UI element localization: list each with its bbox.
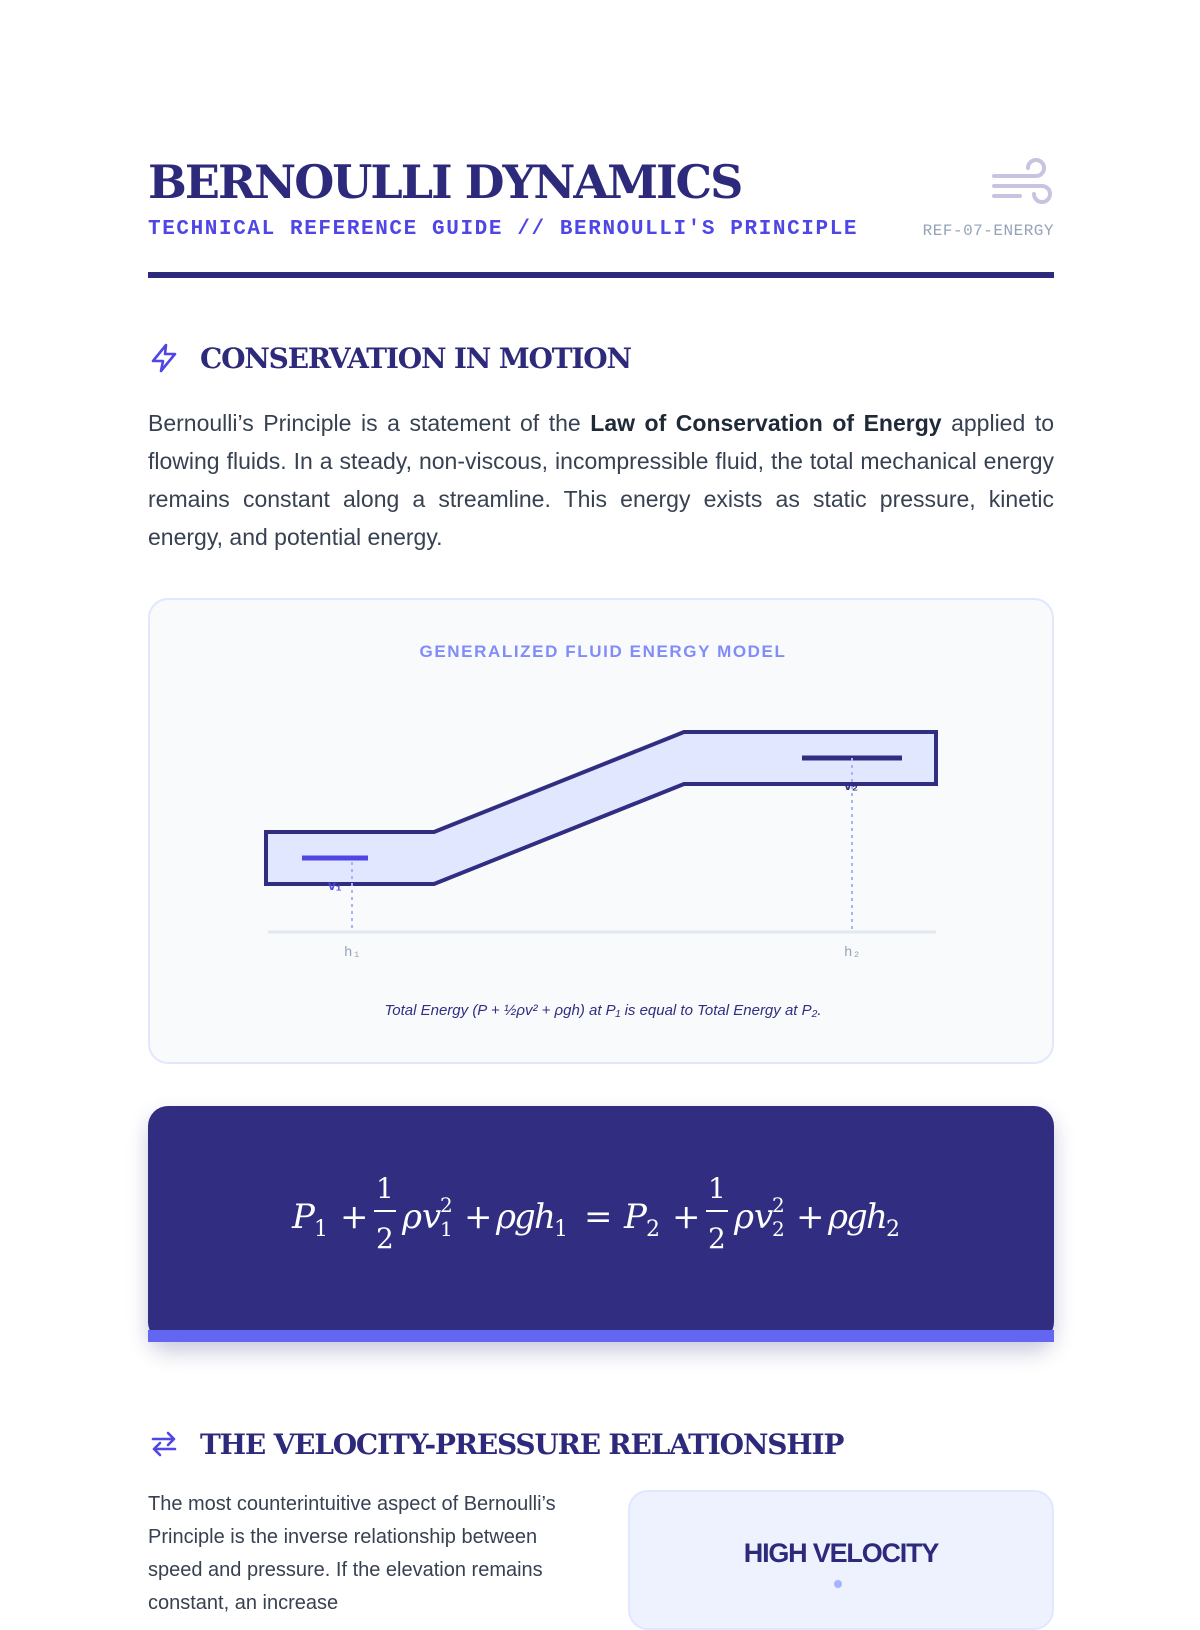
velocity-pressure-paragraph: The most counterintuitive aspect of Bernoulli’s Principle is the inverse relationship between speed and pressure. If the elevation remains constant, an increase [148,1493,556,1614]
equation-accent-bar [148,1330,1054,1342]
eq-equals: = [584,1197,613,1237]
eq-plus-1: + [340,1197,369,1237]
fluid-energy-diagram [148,598,1054,1064]
swap-arrows-icon [148,1428,180,1460]
page-title: BERNOULLI DYNAMICS [148,155,742,209]
bernoulli-equation-box [148,1106,1054,1342]
reference-code: REF-07-ENERGY [922,222,1054,240]
diagram-title: GENERALIZED FLUID ENERGY MODEL [419,642,787,661]
pipe [266,732,936,884]
lightning-icon [148,342,180,374]
eq-frac2-bar [706,1210,728,1212]
eq-rho-1: ρ [402,1197,422,1237]
eq-v1-sub: 1 [440,1217,453,1241]
velocity-label-1: v₁ [328,877,342,893]
eq-plus-2: + [464,1197,493,1237]
eq-frac1-bar [374,1210,396,1212]
velocity-label-2: v₂ [844,777,859,793]
eq-P2-sub: 2 [646,1217,660,1242]
intro-text-end: applied to flowing fluids. In a steady, non-viscous, incompressible fluid, the total mechanical energy remains constant along a streamline. This energy exists as static pressure, kinetic energy, and potential energy. [148,410,1054,550]
eq-v-2: v [754,1197,774,1237]
eq-h1-sub: 1 [554,1217,568,1242]
eq-P2: P [624,1197,647,1237]
header [148,150,1054,280]
page [148,0,1054,1614]
section-heading-velocity-pressure [148,1424,1054,1464]
page-subtitle: TECHNICAL REFERENCE GUIDE // BERNOULLI'S PRINCIPLE [148,218,859,241]
eq-h-1: h [534,1197,556,1237]
eq-v2-sub: 2 [772,1217,785,1241]
eq-g-2: g [846,1197,868,1237]
eq-P1: P [292,1197,315,1237]
section-title: CONSERVATION IN MOTION [200,342,631,375]
eq-frac1-den: 2 [376,1222,394,1255]
eq-v-1: v [422,1197,442,1237]
eq-P1-sub: 1 [314,1217,328,1242]
diagram-caption: Total Energy (P + ½ρv² + ρgh) at P₁ is equal to Total Energy at P₂. [384,1002,822,1019]
eq-rho-4: ρ [828,1197,848,1237]
eq-rho-3: ρ [734,1197,754,1237]
eq-h-2: h [866,1197,888,1237]
eq-frac1-num: 1 [376,1172,394,1205]
eq-v2-sup: 2 [772,1193,785,1217]
eq-plus-3: + [672,1197,701,1237]
high-velocity-label: HIGH VELOCITY [743,1538,939,1568]
height-label-2: h₂ [844,945,861,961]
intro-text-start: Bernoulli’s Principle is a statement of the [148,410,591,436]
section-title: THE VELOCITY-PRESSURE RELATIONSHIP [200,1428,844,1461]
eq-rho-2: ρ [496,1197,516,1237]
flow-particle [834,1580,842,1588]
eq-frac2-num: 1 [708,1172,726,1205]
eq-plus-4: + [796,1197,825,1237]
height-label-1: h₁ [344,945,361,961]
bernoulli-equation [148,1106,1054,1342]
eq-frac2-den: 2 [708,1222,726,1255]
header-divider [148,272,1054,278]
wind-icon [990,150,1054,206]
section-heading-conservation [148,338,1054,378]
pipe-diagram-svg [150,600,1056,1066]
high-velocity-card [628,1490,1054,1630]
eq-v1-sup: 2 [440,1193,453,1217]
intro-bold-term: Law of Conservation of Energy [590,410,942,436]
eq-h2-sub: 2 [886,1217,900,1242]
eq-g-1: g [514,1197,536,1237]
intro-paragraph [148,404,1054,556]
